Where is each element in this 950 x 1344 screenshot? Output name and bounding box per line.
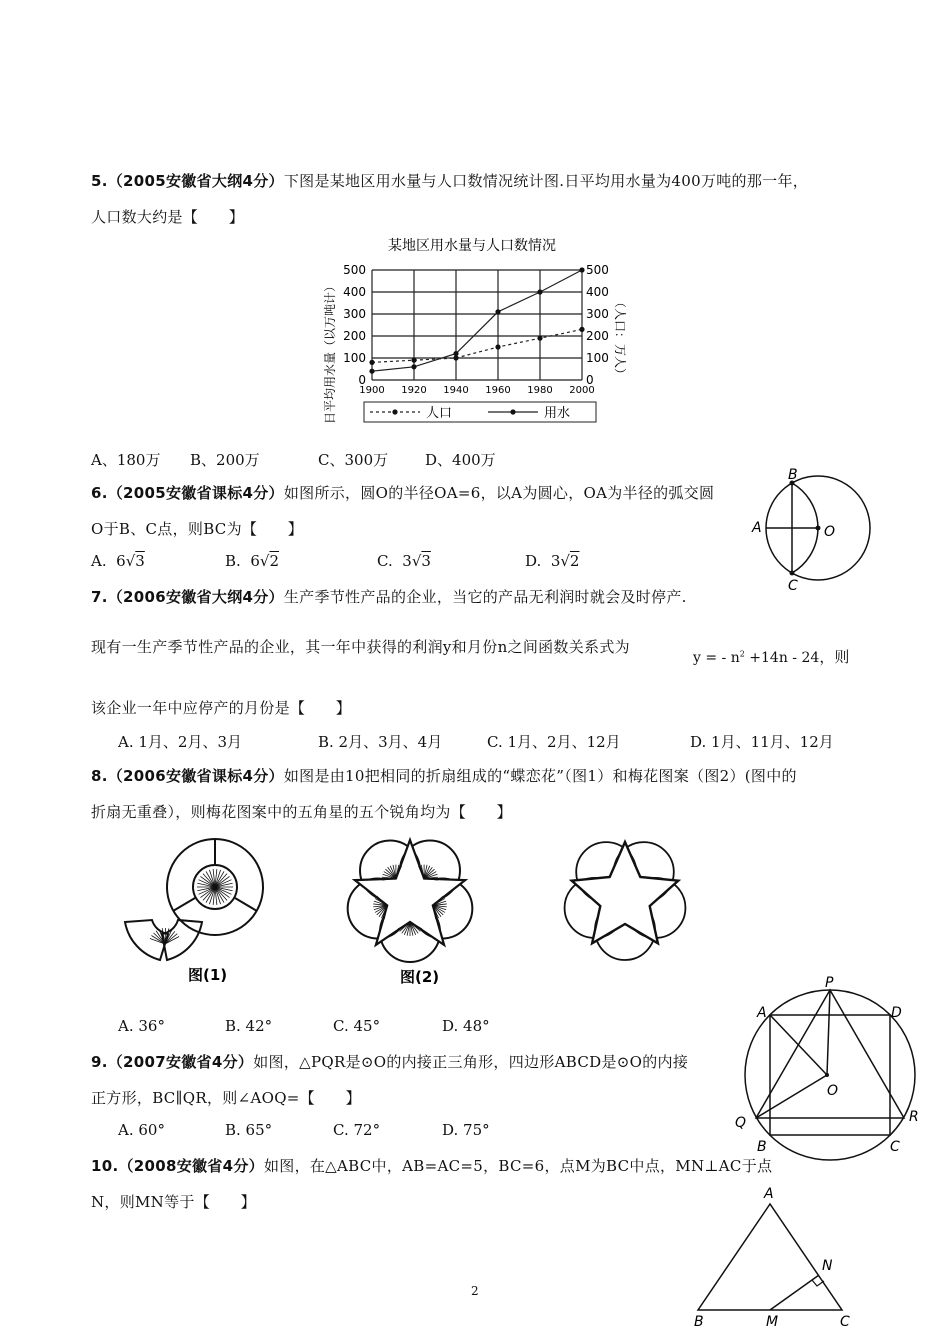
x-tick-label: 1980 [527, 385, 553, 396]
q9-option-d: D. 75° [442, 1121, 490, 1139]
q6-line1 [91, 482, 714, 503]
q8-figure2 [345, 830, 475, 990]
chart-ticks [343, 263, 609, 396]
q6-text1: 如图所示，圆O的半径OA=6，以A为圆心，OA为半径的弧交圆 [283, 484, 715, 502]
q10-label-b: B [694, 1314, 704, 1330]
q6-option-a: A. 6√3 [91, 552, 145, 570]
q8-option-a: A. 36° [118, 1017, 165, 1035]
q8-option-d: D. 48° [442, 1017, 490, 1035]
series-0-point [495, 344, 500, 349]
q5-line2: 人口数大约是【 】 [91, 208, 245, 226]
q6-label-b: B [788, 467, 798, 483]
q9-label-p: P [825, 975, 834, 991]
y-left-tick-label: 200 [343, 329, 366, 343]
legend-marker-0 [392, 409, 397, 414]
q7-source: （2006安徽省大纲4分） [107, 588, 284, 606]
q8-source: （2006安徽省课标4分） [107, 767, 284, 785]
q8-figure1 [120, 832, 260, 992]
y-left-tick-label: 300 [343, 307, 366, 321]
q7-number: 7. [91, 588, 108, 606]
chart-legend [370, 405, 570, 421]
q6-number: 6. [91, 484, 108, 502]
q8-line1 [91, 765, 797, 786]
q5-line1 [91, 170, 808, 191]
q6-option-b: B. 6√2 [225, 552, 279, 570]
q7-line3: 该企业一年中应停产的月份是【 】 [91, 699, 352, 717]
series-0-point [579, 327, 584, 332]
q8-line2: 折扇无重叠），则梅花图案中的五角星的五个锐角均为【 】 [91, 803, 512, 821]
y-left-tick-label: 400 [343, 285, 366, 299]
q7-line2: 现有一生产季节性产品的企业，其一年中获得的利润y和月份n之间函数关系式为 [91, 638, 630, 656]
y-right-tick-label: 200 [586, 329, 609, 343]
q10-label-c: C [840, 1314, 850, 1330]
legend-marker-1 [510, 409, 515, 414]
y-left-tick-label: 100 [343, 351, 366, 365]
q9-figure [735, 977, 925, 1157]
series-1-point [537, 289, 542, 294]
q10-line1 [91, 1155, 772, 1176]
q10-number: 10. [91, 1157, 119, 1175]
page-number: 2 [471, 1284, 479, 1298]
q9-number: 9. [91, 1053, 108, 1071]
q7-option-d: D. 1月、11月、12月 [690, 733, 834, 751]
q10-text1: 如图，在△ABC中，AB=AC=5，BC=6，点M为BC中点，MN⊥AC于点 [263, 1157, 773, 1175]
y-right-tick-label: 0 [586, 373, 594, 387]
q9-option-a: A. 60° [118, 1121, 165, 1139]
y-left-tick-label: 0 [358, 373, 366, 387]
x-tick-label: 2000 [569, 385, 595, 396]
q5-source: （2005安徽省大纲4分） [107, 172, 284, 190]
q9-line2: 正方形，BC∥QR，则∠AOQ=【 】 [91, 1089, 361, 1107]
q6-option-c: C. 3√3 [377, 552, 431, 570]
chart-title: 某地区用水量与人口数情况 [388, 238, 556, 254]
chart-right-ylabel: （人口：万人） [613, 296, 627, 381]
q8-option-c: C. 45° [333, 1017, 381, 1035]
q6-circle-figure [748, 464, 878, 594]
q9-label-o: O [827, 1083, 839, 1099]
q10-label-m: M [766, 1314, 779, 1330]
q9-label-d: D [891, 1005, 902, 1021]
q8-fig1-caption: 图(1) [188, 966, 228, 984]
q10-label-a: A [764, 1186, 774, 1202]
q8-fig2-caption: 图(2) [400, 968, 440, 986]
q8-text1: 如图是由10把相同的折扇组成的“蝶恋花”（图1）和梅花图案（图2）(图中的 [283, 767, 797, 785]
q10-triangle-figure [690, 1184, 865, 1344]
x-tick-label: 1960 [485, 385, 511, 396]
q6-source: （2005安徽省课标4分） [107, 484, 284, 502]
q5-option-d: D、400万 [425, 451, 496, 469]
q6-label-a: A [752, 520, 762, 536]
y-right-tick-label: 500 [586, 263, 609, 277]
water-population-chart [320, 234, 627, 426]
q7-option-b: B. 2月、3月、4月 [318, 733, 443, 751]
q9-label-q: Q [735, 1115, 747, 1131]
x-tick-label: 1920 [401, 385, 427, 396]
q5-number: 5. [91, 172, 108, 190]
q7-formula: y = - $n^2 +14n - 24$，则 [693, 648, 850, 666]
series-0-point [537, 336, 542, 341]
q9-label-r: R [909, 1109, 919, 1125]
q6-line2: O于B、C点，则BC为【 】 [91, 520, 304, 538]
y-right-tick-label: 400 [586, 285, 609, 299]
series-0-point [411, 358, 416, 363]
y-right-tick-label: 300 [586, 307, 609, 321]
y-left-tick-label: 500 [343, 263, 366, 277]
q5-text1: 下图是某地区用水量与人口数情况统计图.日平均用水量为400万吨的那一年， [283, 172, 809, 190]
q9-option-c: C. 72° [333, 1121, 381, 1139]
series-1-point [579, 267, 584, 272]
series-1-point [369, 369, 374, 374]
q7-text1: 生产季节性产品的企业，当它的产品无利润时就会及时停产. [283, 588, 687, 606]
q10-line2: N，则MN等于【 】 [91, 1193, 256, 1211]
q5-option-c: C、300万 [318, 451, 389, 469]
q6-label-o: O [824, 524, 836, 540]
q6-label-c: C [788, 578, 798, 594]
q6-option-d: D. 3√2 [525, 552, 580, 570]
q5-option-b: B、200万 [190, 451, 260, 469]
q9-label-a: A [757, 1005, 767, 1021]
q10-source: （2008安徽省4分） [118, 1157, 264, 1175]
q8-number: 8. [91, 767, 108, 785]
series-line-1 [372, 270, 582, 371]
q7-line1 [91, 586, 687, 607]
x-tick-label: 1940 [443, 385, 469, 396]
x-tick-label: 1900 [359, 385, 385, 396]
q7-option-c: C. 1月、2月、12月 [487, 733, 621, 751]
q9-line1 [91, 1051, 688, 1072]
q9-text1: 如图，△PQR是⊙O的内接正三角形，四边形ABCD是⊙O的内接 [253, 1053, 689, 1071]
y-right-tick-label: 100 [586, 351, 609, 365]
series-0-point [369, 360, 374, 365]
q9-label-b: B [757, 1139, 767, 1155]
q9-label-c: C [890, 1139, 900, 1155]
series-1-point [411, 364, 416, 369]
q5-option-a: A、180万 [91, 451, 161, 469]
legend-label-0: 人口 [426, 406, 453, 421]
q9-option-b: B. 65° [225, 1121, 273, 1139]
q8-figure3 [560, 832, 690, 962]
q9-source: （2007安徽省4分） [107, 1053, 254, 1071]
series-1-point [453, 351, 458, 356]
series-1-point [495, 309, 500, 314]
legend-label-1: 用水 [544, 406, 571, 421]
q10-label-n: N [822, 1258, 833, 1274]
q8-option-b: B. 42° [225, 1017, 273, 1035]
chart-left-ylabel: 日平均用水量（以万吨计） [323, 279, 337, 424]
q7-option-a: A. 1月、2月、3月 [118, 733, 242, 751]
